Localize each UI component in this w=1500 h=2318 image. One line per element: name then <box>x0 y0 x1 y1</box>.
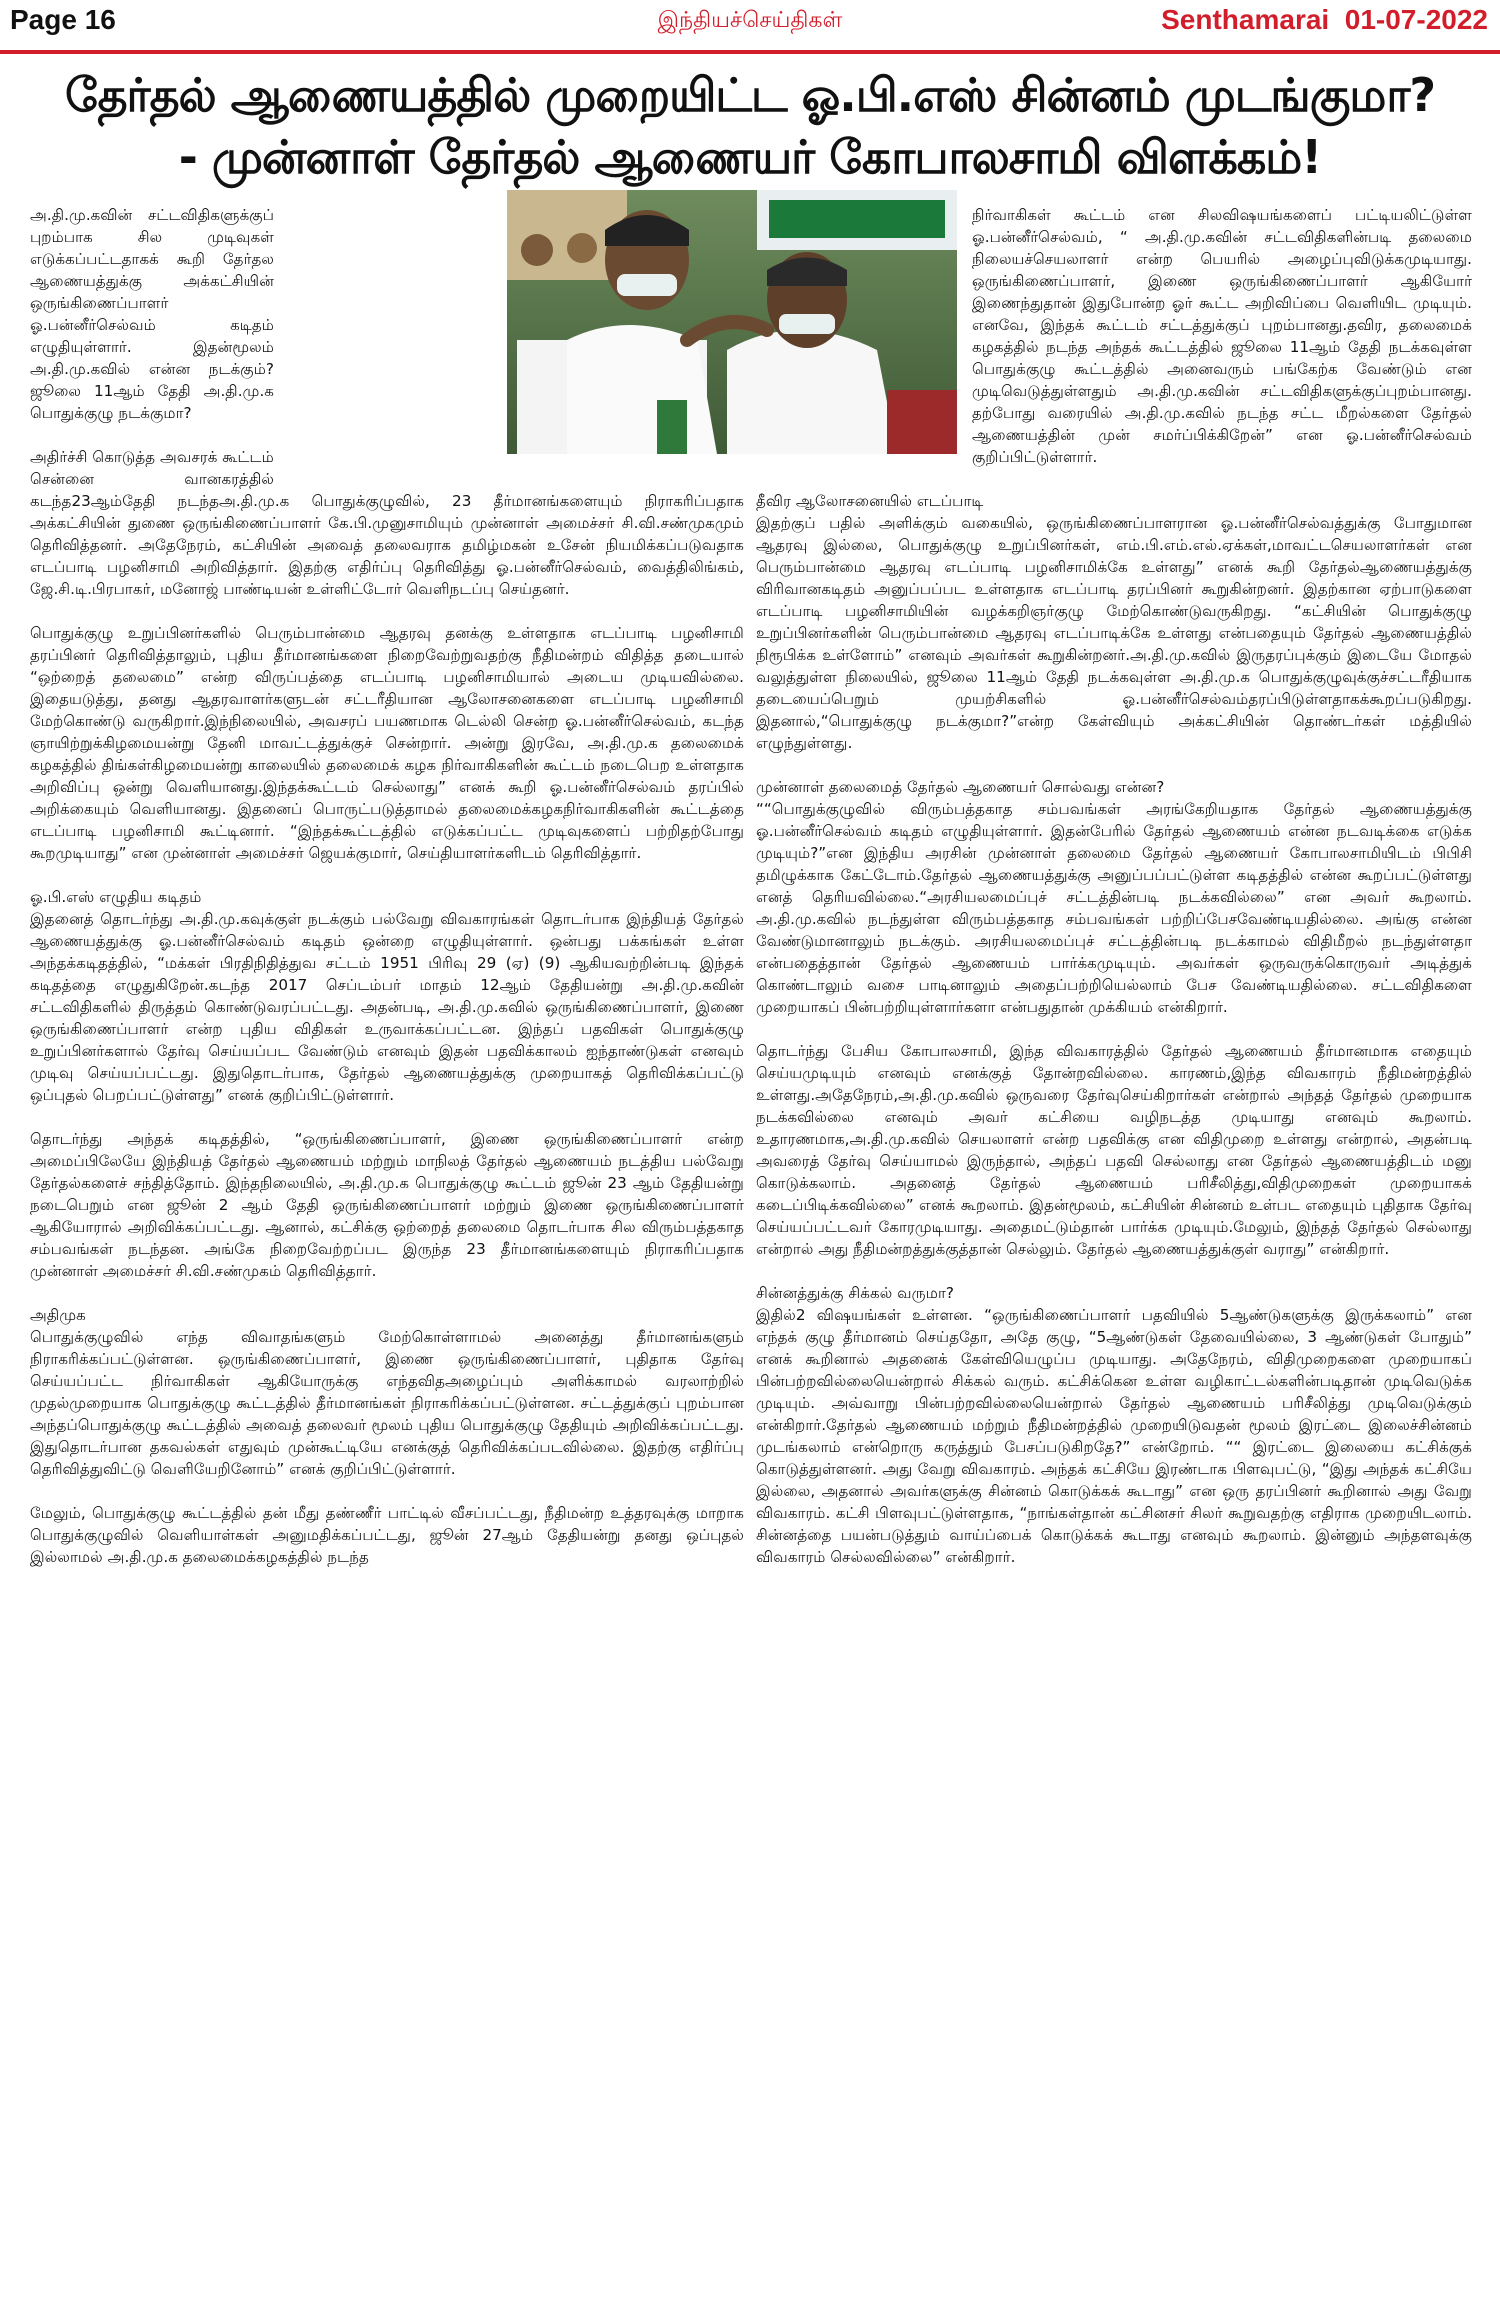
section-2-body: இதனைத் தொடர்ந்து அ.தி.மு.கவுக்குள் நடக்கும் பல்வேறு விவகாரங்கள் தொடர்பாக இந்தியத் தேர்தல் ஆணையத்துக்கு ஓ.பன்னீர்செல்வம் கடிதம் ஒன்றை எழுதியுள்ளார். ஒன்பது பக்கங்கள் உள்ள அந்தக்கடிதத்தில், “மக்கள் பிரதிநிதித்துவ சட்டம் 1951 பிரிவு 29 (ஏ) (9) ஆகியவற்றின்படி இந்தக் கடிதத்தை எழுதுகிறேன்.கடந்த 2017 செப்டம்பர் மாதம் 12ஆம் தேதியன்று அ.தி.மு.கவின் சட்டவிதிகளில் திருத்தம் கொண்டுவரப்பட்டது. அதன்படி, அ.தி.மு.கவில் ஒருங்கிணைப்பாளர், இணை ஒருங்கிணைப்பாளர் என்ற புதிய விதிகள் உருவாக்கப்பட்டன. இந்தப் பதவிகள் பொதுக்குழு உறுப்பினர்களால் தேர்வு செய்யப்பட வேண்டும் எனவும் இதன் பதவிக்காலம் ஐந்தாண்டுகள் எனவும் முடிவு செய்யப்பட்டது. இதுதொடர்பாக, தேர்தல் ஆணையத்துக்கு முறையாகத் தெரிவிக்கப்பட்டு ஒப்புதல் பெறப்பட்டுள்ளது” எனக் குறிப்பிட்டுள்ளார். <box>30 910 744 1104</box>
article-column-left <box>30 204 744 2304</box>
headline <box>30 64 1470 188</box>
subheading-2: ஓ.பி.எஸ் எழுதிய கடிதம் <box>30 888 202 906</box>
right-section-1 <box>756 490 1472 754</box>
paper-date: 01-07-2022 <box>1344 4 1488 35</box>
masthead <box>0 0 1500 54</box>
section-3 <box>30 1304 744 1480</box>
right-section-2-body: ““பொதுக்குழுவில் விரும்பத்தகாத சம்பவங்கள் அரங்கேறியதாக தேர்தல் ஆணையத்துக்கு ஓ.பன்னீர்செல்வம் கடிதம் எழுதியுள்ளார். இதன்பேரில் தேர்தல் ஆணையம் என்ன நடவடிக்கை எடுக்க முடியும்?”என இந்திய அரசின் முன்னாள் தலைமை தேர்தல் ஆணையர் கோபாலசாமியிடம் பிபிசி தமிழுக்காக கேட்டோம்.தேர்தல் ஆணையத்துக்கு அனுப்பப்பட்டுள்ள கடிதத்தில் என்ன கூறப்பட்டுள்ளது எனத் தெரியவில்லை.“அரசியலமைப்புச் சட்டத்தின்படி நடக்கவில்லை” என அவர் கூறலாம். அ.தி.மு.கவில் நடந்துள்ள விரும்பத்தகாத சம்பவங்கள் பற்றிப்பேசவேண்டியதில்லை. அங்கு என்ன வேண்டுமானாலும் நடக்கும். அரசியலமைப்புச் சட்டத்தின்படி நடக்காமல் விதிமீறல் நடந்துள்ளதா என்பதைத்தான் தேர்தல் ஆணையம் பார்க்கமுடியும். அவர்கள் ஒருவருக்கொருவர் அடித்துக் கொண்டாலும் வசை பாடினாலும் அதைப்பற்றியெல்லாம் பேச வேண்டியதில்லை. சட்டவிதிகளை முறையாகப் பின்பற்றியுள்ளார்களா என்பதுதான் முக்கியம் என்கிறார். <box>756 800 1472 1016</box>
paper-name: Senthamarai <box>1161 4 1330 35</box>
article-column-right <box>756 204 1472 2304</box>
right-section-3-body: இதில்2 விஷயங்கள் உள்ளன. “ஒருங்கிணைப்பாளர் பதவியில் 5ஆண்டுகளுக்கு இருக்கலாம்” என எந்தக் குழு தீர்மானம் செய்ததோ, அதே குழு, “5ஆண்டுகள் தேவையில்லை, 3 ஆண்டுகள் போதும்” எனக் கூறினால் அதனைக் கேள்வியெழுப்ப முடியாது. அதேநேரம், விதிமுறைகளை முறையாகப் பின்பற்றவில்லையென்றால் சிக்கல் வரும். கட்சிக்கென உள்ள வழிகாட்டல்களின்படிதான் முடிவெடுக்க முடியும். அவ்வாறு பின்பற்றவில்லையென்றால் தேர்தல் ஆணையம் பரிசீலித்து முடிவெடுக்கும் என்கிறார்.தேர்தல் ஆணையம் மற்றும் நீதிமன்றத்தில் முறையிடுவதன் மூலம் இரட்டை இலைச்சின்னம் முடங்கலாம் என்றொரு கருத்தும் பேசப்படுகிறதே?” என்றோம். ““ இரட்டை இலையை கட்சிக்குக் கொடுத்துள்ளனர். அது வேறு விவகாரம். அந்தக் கட்சியே இரண்டாக பிளவுபட்டு, “இது அந்தக் கட்சியே இல்லை, அதனால் அவர்களுக்கு சின்னம் கொடுக்கக் கூடாது” என ஒரு தரப்பினர் கூறினால் அது வேறு விவகாரம். கட்சி பிளவுபட்டுள்ளதாக, “நாங்கள்தான் கட்சினசர் சிலர் கூறுவதற்கு எதிராக முறையிடலாம். சின்னத்தை பயன்படுத்தும் வாய்ப்பைக் கொடுக்கக் கூடாது எனவும் கூறலாம். இன்னும் அந்தளவுக்கு விவகாரம் செல்லவில்லை” என்கிறார். <box>756 1306 1472 1566</box>
right-subheading-3: சின்னத்துக்கு சிக்கல் வருமா? <box>756 1284 954 1302</box>
right-section-3 <box>756 1282 1472 1568</box>
right-section-1-body: இதற்குப் பதில் அளிக்கும் வகையில், ஒருங்கிணைப்பாளரான ஓ.பன்னீர்செல்வத்துக்கு போதுமான ஆதரவு இல்லை, பொதுக்குழு உறுப்பினர்கள், எம்.பி.எம்.எல்.ஏக்கள்,மாவட்டசெயலாளர்கள் என பெரும்பான்மை ஆதரவு எடப்பாடி பழனிசாமிக்கே உள்ளது” எனக் கூறி தேர்தல்ஆணையத்துக்கு விரிவானகடிதம் அனுப்பப்பட உள்ளதாக எடப்பாடி தரப்பினர் கூறுகின்றனர். இதற்கான ஏற்பாடுகளை எடப்பாடி பழனிசாமியின் வழக்கறிஞர்குழு மேற்கொண்டுவருகிறது. “கட்சியின் பொதுக்குழு உறுப்பினர்களின் பெரும்பான்மை ஆதரவு எடப்பாடிக்கே உள்ளது என்பதையும் தேர்தல் ஆணையத்தில் நிரூபிக்க உள்ளோம்” எனவும் அவர்கள் கூறுகின்றனர்.அ.தி.மு.கவில் இருதரப்புக்கும் இடையே மோதல் வலுத்துள்ள நிலையில், ஜூலை 11ஆம் தேதி நடக்கவுள்ள அ.தி.மு.க பொதுக்குழுவுக்குச்சட்டரீதியாக தடையைப்பெறும் முயற்சிகளில் ஓ.பன்னீர்செல்வம்தரப்பிடுள்ளதாகக்கூறப்படுகிறது. இதனால்,“பொதுக்குழு நடக்குமா?”என்ற கேள்வியும் அக்கட்சியின் தொண்டர்கள் மத்தியில் எழுந்துள்ளது. <box>756 514 1472 752</box>
paragraph-6: மேலும், பொதுக்குழு கூட்டத்தில் தன் மீது தண்ணீர் பாட்டில் வீசப்பட்டது, நீதிமன்ற உத்தரவுக்கு மாறாக பொதுக்குழுவில் வெளியாள்கள் அனுமதிக்கப்பட்டது, ஜூன் 27ஆம் தேதியன்று தனது ஒப்புதல் இல்லாமல் அ.தி.மு.க தலைமைக்கழகத்தில் நடந்த <box>30 1504 744 1566</box>
section-2 <box>30 886 744 1106</box>
paragraph-2: பொதுக்குழு உறுப்பினர்களில் பெரும்பான்மை ஆதரவு தனக்கு உள்ளதாக எடப்பாடி பழனிசாமி தரப்பினர் தெரிவித்தாலும், புதிய தீர்மானங்களை நிறைவேற்றுவதற்கு நீதிமன்றம் விதித்த தடையால் “ஒற்றைத் தலைமை” என்ற விருப்பத்தை எடப்பாடி பழனிசாமியால் அடைய முடியவில்லை. இதையடுத்து, தனது ஆதரவாளர்களுடன் சட்டரீதியான ஆலோசனைகளை எடப்பாடி பழனிசாமி மேற்கொண்டு வருகிறார்.இந்நிலையில், அவசரப் பயணமாக டெல்லி சென்ற ஓ.பன்னீர்செல்வம், கடந்த ஞாயிற்றுக்கிழமையன்று தேனி மாவட்டத்துக்குச் சென்றார். அன்று இரவே, அ.தி.மு.க தலைமைக் கழகத்தில் திங்கள்கிழமையன்று காலையில் தலைமைக் கழக நிர்வாகிகளின் கூட்டம் நடைபெற உள்ளதாக அறிவிப்பு ஒன்று வெளியானது.இந்தக்கூட்டம் செல்லாது” எனக் கூறி ஓ.பன்னீர்செல்வம் தரப்பில் அறிக்கையும் வெளியானது. இதனைப் பொருட்படுத்தாமல் தலைமைக்கழகநிர்வாகிகளின் கூட்டத்தை எடப்பாடி பழனிசாமி கூட்டினார். “இந்தக்கூட்டத்தில் எடுக்கப்பட்ட முடிவுகளைப் பற்றிதற்போது கூறமுடியாது” என முன்னாள் அமைச்சர் ஜெயக்குமார், செய்தியாளர்களிடம் தெரிவித்தார். <box>30 624 744 862</box>
headline-line-1: தேர்தல் ஆணையத்தில் முறையிட்ட ஓ.பி.எஸ் சின்னம் முடங்குமா? <box>64 68 1436 122</box>
right-paragraph-4: தொடர்ந்து பேசிய கோபாலசாமி, இந்த விவகாரத்தில் தேர்தல் ஆணையம் தீர்மானமாக எதையும் செய்யமுடியும் எனவும் எனக்குத் தோன்றவில்லை. காரணம்,இந்த விவகாரம் நீதிமன்றத்தில் உள்ளது.அதேநேரம்,அ.தி.மு.கவில் ஒருவரை தேர்வுசெய்கிறார்கள் என்றால் அந்தத் தேர்தல் முறையாக நடக்கவில்லை எனவும் அவர் கட்சியை வழிநடத்த முடியாது எனவும் கூறலாம். உதாரணமாக,அ.தி.மு.கவில் செயலாளர் என்ற பதவிக்கு என விதிமுறை உள்ளது என்றால், அதன்படி அவரைத் தேர்வு செய்யாமல் இருந்தால், அந்தப் பதவி செல்லாது என தேர்தல் ஆணையத்திடம் மனு கொடுக்கலாம். அதனைத் தேர்தல் ஆணையம் பரிசீலித்து,விதிமுறைகள் முறையாகக் கடைப்பிடிக்கவில்லை” எனக் கூறலாம். இதன்மூலம், கட்சியின் சின்னம் உள்பட எதையும் புதிதாக தேர்வு செய்யப்பட்டவர் கோரமுடியாது. அதைமட்டும்தான் பார்க்க முடியும்.மேலும், இந்தத் தேர்தல் செல்லாது என்றால் அது நீதிமன்றத்துக்குத்தான் செல்லும். தேர்தல் ஆணையத்துக்குள் வராது” என்கிறார். <box>756 1042 1472 1258</box>
section-1-body: சென்னை வானகரத்தில் கடந்த23ஆம்தேதி நடந்தஅ.தி.மு.க பொதுக்குழுவில், 23 தீர்மானங்களையும் நிராகரிப்பதாக அக்கட்சியின் துணை ஒருங்கிணைப்பாளர் கே.பி.முனுசாமியும் முன்னாள் அமைச்சர் சி.வி.சண்முகமும் தெரிவித்தனர். அதேநேரம், கட்சியின் அவைத் தலைவராக தமிழ்மகன் உசேன் நியமிக்கப்படுவதாக எடப்பாடி பழனிசாமி அறிவித்தார். இதற்கு எதிர்ப்பு தெரிவித்து ஓ.பன்னீர்செல்வம், வைத்திலிங்கம், ஜே.சி.டி.பிரபாகர், மனோஜ் பாண்டியன் உள்ளிட்டோர் வெளிநடப்பு செய்தனர். <box>30 470 744 598</box>
photo-spacer <box>274 204 744 470</box>
page-number: Page 16 <box>10 4 116 35</box>
right-subheading-1: தீவிர ஆலோசனையில் எடப்பாடி <box>756 492 984 510</box>
headline-line-2: - முன்னாள் தேர்தல் ஆணையர் கோபாலசாமி விளக்கம்! <box>178 130 1322 184</box>
paper-info <box>1161 4 1488 36</box>
subheading-3: அதிமுக <box>30 1306 86 1324</box>
right-section-2 <box>756 776 1472 1018</box>
intro-paragraph: அ.தி.மு.கவின் சட்டவிதிகளுக்குப் புறம்பாக சில முடிவுகள் எடுக்கப்பட்டதாகக் கூறி தேர்தல ஆணையத்துக்கு அக்கட்சியின் ஒருங்கிணைப்பாளர் ஓ.பன்னீர்செல்வம் கடிதம் எழுதியுள்ளார். இதன்மூலம் அ.தி.மு.கவில் என்ன நடக்கும்? ஜூலை 11ஆம் தேதி அ.தி.மு.க பொதுக்குழு நடக்குமா? <box>30 206 274 422</box>
section-3-body: பொதுக்குழுவில் எந்த விவாதங்களும் மேற்கொள்ளாமல் அனைத்து தீர்மானங்களும் நிராகரிக்கப்பட்டுள்ளன. ஒருங்கிணைப்பாளர், இணை ஒருங்கிணைப்பாளர், புதிதாக தேர்வு செய்யப்பட்ட நிர்வாகிகள் ஆகியோருக்கு எந்தவிதஅழைப்பும் அளிக்காமல் வரலாற்றில் முதல்முறையாக பொதுக்குழு கூட்டத்தில் தீர்மானங்கள் நிராகரிக்கப்பட்டுள்ளன. சட்டத்துக்குப் புறம்பான அந்தப்பொதுக்குழு கூட்டத்தில் அவைத் தலைவர் மூலம் புதிய பொதுக்குழு தேதியும் அறிவிக்கப்பட்டது. இதுதொடர்பான தகவல்கள் எதுவும் முன்கூட்டியே எனக்குத் தெரிவிக்கப்படவில்லை. இதற்கு எதிர்ப்பு தெரிவித்துவிட்டு வெளியேறினோம்” எனக் குறிப்பிட்டுள்ளார். <box>30 1328 744 1478</box>
subheading-1: அதிர்ச்சி கொடுத்த அவசரக் கூட்டம் <box>30 448 274 466</box>
right-subheading-2: முன்னாள் தலைமைத் தேர்தல் ஆணையர் சொல்வது என்ன? <box>756 778 1165 796</box>
right-paragraph-1: நிர்வாகிகள் கூட்டம் என சிலவிஷயங்களைப் பட்டியலிட்டுள்ள ஓ.பன்னீர்செல்வம், “ அ.தி.மு.கவின் சட்டவிதிகளின்படி தலைமை நிலையச்செயலாளர் என்ற பெயரில் அழைப்புவிடுக்கமுடியாது. ஒருங்கிணைப்பாளர், இணை ஒருங்கிணைப்பாளர் ஆகியோர் இணைந்துதான் இதுபோன்ற ஓர் கூட்ட அறிவிப்பை வெளியிட முடியும். எனவே, இந்தக் கூட்டம் சட்டத்துக்குப் புறம்பானது.தவிர, தலைமைக் கழகத்தில் நடந்த அந்தக் கூட்டத்தில் ஜூலை 11ஆம் தேதி நடக்கவுள்ள பொதுக்குழு கூட்டத்தில் அனைவரும் பங்கேற்க வேண்டும் என முடிவெடுத்துள்ளதும் அ.தி.மு.கவின் சட்டவிதிகளுக்குப்புறம்பானது. தற்போது வரையில் அ.தி.மு.கவில் நடந்த சட்ட மீறல்களை தேர்தல் ஆணையத்தின் முன் சமர்ப்பிக்கிறேன்” என ஓ.பன்னீர்செல்வம் குறிப்பிட்டுள்ளார். <box>972 206 1472 466</box>
photo-spacer-right <box>756 204 972 470</box>
section-name: இந்தியச்செய்திகள் <box>657 8 843 33</box>
paragraph-4: தொடர்ந்து அந்தக் கடிதத்தில், “ஒருங்கிணைப்பாளர், இணை ஒருங்கிணைப்பாளர் என்ற அமைப்பிலேயே இந்தியத் தேர்தல் ஆணையம் மற்றும் மாநிலத் தேர்தல் ஆணையம் நடத்திய பல்வேறு தேர்தல்களைச் சந்தித்தோம். இந்தநிலையில், அ.தி.மு.க பொதுக்குழு கூட்டம் ஜூன் 23 ஆம் தேதியன்று நடைபெறும் என ஜூன் 2 ஆம் தேதி ஒருங்கிணைப்பாளர் மற்றும் இணை ஒருங்கிணைப்பாளர் ஆகியோரால் அறிவிக்கப்பட்டது. ஆனால், கட்சிக்கு ஒற்றைத் தலைமை தொடர்பாக சில விரும்பத்தகாத சம்பவங்கள் நடந்தன. அங்கே நிறைவேற்றப்பட இருந்த 23 தீர்மானங்களையும் நிராகரிப்பதாக முன்னாள் அமைச்சர் சி.வி.சண்முகம் தெரிவித்தார். <box>30 1130 744 1280</box>
